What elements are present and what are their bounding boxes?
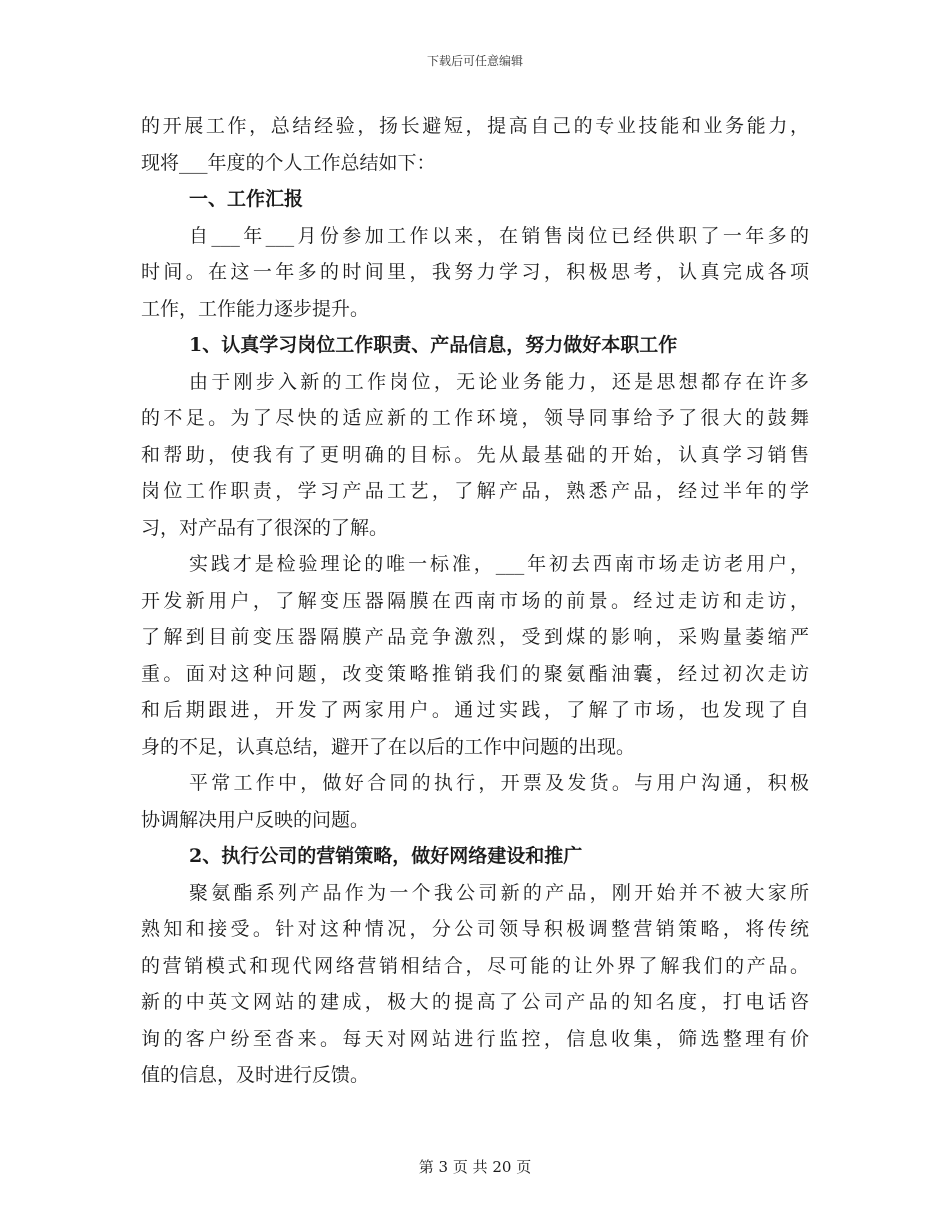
text-line: 的营销模式和现代网络营销相结合，尽可能的让外界了解我们的产品。 — [141, 954, 809, 977]
text-line: 自___年___月份参加工作以来，在销售岗位已经供职了一年多的 — [189, 224, 809, 247]
text-line: 协调解决用户反映的问题。 — [141, 808, 370, 831]
text-line: 的不足。为了尽快的适应新的工作环境，领导同事给予了很大的鼓舞 — [141, 407, 809, 429]
text-line: 习，对产品有了很深的了解。 — [141, 516, 389, 539]
text-line: 现将___年度的个人工作总结如下： — [141, 151, 436, 174]
page-header: 下载后可任意编辑 — [426, 54, 523, 68]
text-line: 新的中英文网站的建成，极大的提高了公司产品的知名度，打电话咨 — [141, 991, 809, 1013]
text-line: 聚氨酯系列产品作为一个我公司新的产品，刚开始并不被大家所 — [189, 881, 809, 904]
subsection-heading: 2、执行公司的营销策略，做好网络建设和推广 — [189, 845, 583, 867]
text-line: 重。面对这种问题，改变策略推销我们的聚氨酯油囊，经过初次走访 — [141, 662, 809, 685]
page-number: 第 3 页 共 20 页 — [418, 1158, 532, 1176]
text-line: 和后期跟进，开发了两家用户。通过实践，了解了市场，也发现了自 — [141, 699, 809, 721]
text-line: 开发新用户，了解变压器隔膜在西南市场的前景。经过走访和走访， — [141, 589, 809, 612]
document-body — [141, 108, 809, 1094]
text-line: 询的客户纷至沓来。每天对网站进行监控，信息收集，筛选整理有价 — [141, 1027, 809, 1050]
text-line: 和帮助，使我有了更明确的目标。先从最基础的开始，认真学习销售 — [141, 443, 809, 466]
text-line: 了解到目前变压器隔膜产品竞争激烈，受到煤的影响，采购量萎缩严 — [141, 626, 809, 648]
text-line: 工作，工作能力逐步提升。 — [141, 297, 370, 320]
text-line: 身的不足，认真总结，避开了在以后的工作中问题的出现。 — [141, 735, 636, 758]
text-line: 值的信息，及时进行反馈。 — [141, 1064, 370, 1086]
text-line: 时间。在这一年多的时间里，我努力学习，积极思考，认真完成各项 — [141, 261, 809, 283]
text-line: 岗位工作职责，学习产品工艺，了解产品，熟悉产品，经过半年的学 — [141, 480, 809, 502]
subsection-heading: 1、认真学习岗位工作职责、产品信息，努力做好本职工作 — [189, 334, 678, 356]
text-line: 平常工作中，做好合同的执行，开票及发货。与用户沟通，积极 — [189, 772, 809, 794]
text-line: 由于刚步入新的工作岗位，无论业务能力，还是思想都存在许多 — [189, 370, 809, 393]
text-line: 熟知和接受。针对这种情况，分公司领导积极调整营销策略，将传统 — [141, 918, 809, 940]
section-heading: 一、工作汇报 — [189, 188, 304, 210]
text-line: 实践才是检验理论的唯一标准，___年初去西南市场走访老用户， — [189, 553, 809, 575]
text-line: 的开展工作，总结经验，扬长避短，提高自己的专业技能和业务能力， — [141, 115, 809, 137]
